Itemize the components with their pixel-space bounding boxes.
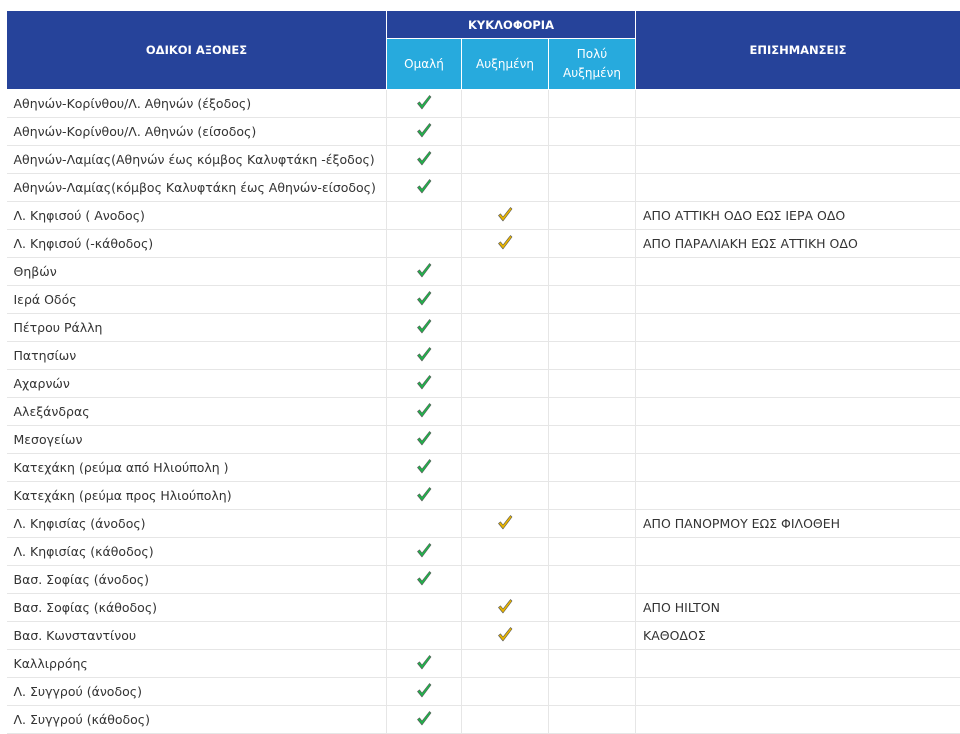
normal-status-cell (387, 650, 462, 678)
checkmark-icon (416, 458, 432, 474)
normal-status-cell (387, 426, 462, 454)
road-name-cell: Αλεξάνδρας (7, 398, 387, 426)
note-cell (636, 342, 960, 370)
note-cell (636, 454, 960, 482)
table-row (7, 706, 960, 734)
normal-status-cell (387, 678, 462, 706)
increased-status-cell (462, 510, 549, 538)
increased-status-cell (462, 426, 549, 454)
note-cell: ΑΠΟ ΑΤΤΙΚΗ ΟΔΟ ΕΩΣ ΙΕΡΑ ΟΔΟ (636, 202, 960, 230)
very-increased-status-cell (549, 706, 636, 734)
checkmark-icon (416, 710, 432, 726)
very-increased-status-cell (549, 454, 636, 482)
road-name-cell: Βασ. Σοφίας (άνοδος) (7, 566, 387, 594)
note-cell (636, 146, 960, 174)
very-increased-column-header: Πολύ Αυξημένη (549, 39, 636, 90)
increased-status-cell (462, 398, 549, 426)
checkmark-icon (416, 262, 432, 278)
table-row (7, 314, 960, 342)
checkmark-icon (416, 570, 432, 586)
checkmark-icon (497, 514, 513, 530)
note-cell (636, 314, 960, 342)
normal-status-cell (387, 398, 462, 426)
road-name-cell: Αθηνών-Λαμίας(Αθηνών έως κόμβος Καλυφτάκη -έξοδος) (7, 146, 387, 174)
road-name-cell: Λ. Κηφισού ( Ανοδος) (7, 202, 387, 230)
normal-status-cell (387, 622, 462, 650)
very-increased-status-cell (549, 314, 636, 342)
note-cell (636, 678, 960, 706)
increased-status-cell (462, 538, 549, 566)
checkmark-icon (416, 654, 432, 670)
very-increased-status-cell (549, 594, 636, 622)
normal-status-cell (387, 118, 462, 146)
table-row (7, 118, 960, 146)
very-increased-status-cell (549, 650, 636, 678)
increased-status-cell (462, 90, 549, 118)
very-increased-status-cell (549, 370, 636, 398)
normal-status-cell (387, 286, 462, 314)
note-cell (636, 90, 960, 118)
normal-status-cell (387, 90, 462, 118)
road-name-cell: Μεσογείων (7, 426, 387, 454)
increased-status-cell (462, 314, 549, 342)
table-row (7, 650, 960, 678)
note-cell (636, 482, 960, 510)
very-increased-status-cell (549, 202, 636, 230)
very-increased-status-cell (549, 426, 636, 454)
table-row (7, 230, 960, 258)
road-name-cell: Ιερά Οδός (7, 286, 387, 314)
table-row (7, 622, 960, 650)
note-cell (636, 426, 960, 454)
traffic-table-container (6, 10, 960, 734)
normal-status-cell (387, 230, 462, 258)
very-increased-status-cell (549, 174, 636, 202)
normal-status-cell (387, 538, 462, 566)
road-name-cell: Αθηνών-Κορίνθου/Λ. Αθηνών (είσοδος) (7, 118, 387, 146)
increased-status-cell (462, 454, 549, 482)
increased-status-cell (462, 118, 549, 146)
checkmark-icon (416, 178, 432, 194)
table-row (7, 594, 960, 622)
checkmark-icon (416, 682, 432, 698)
note-cell: ΑΠΟ ΠΑΡΑΛΙΑΚΗ ΕΩΣ ΑΤΤΙΚΗ ΟΔΟ (636, 230, 960, 258)
increased-status-cell (462, 482, 549, 510)
very-increased-status-cell (549, 230, 636, 258)
table-row (7, 454, 960, 482)
traffic-column-header: ΚΥΚΛΟΦΟΡΙΑ (387, 11, 636, 39)
road-name-cell: Καλλιρρόης (7, 650, 387, 678)
checkmark-icon (416, 318, 432, 334)
note-cell (636, 650, 960, 678)
road-name-cell: Πατησίων (7, 342, 387, 370)
note-cell (636, 174, 960, 202)
table-body (7, 90, 960, 734)
normal-status-cell (387, 370, 462, 398)
increased-status-cell (462, 678, 549, 706)
table-header (7, 11, 960, 90)
increased-status-cell (462, 230, 549, 258)
table-row (7, 426, 960, 454)
checkmark-icon (416, 122, 432, 138)
normal-status-cell (387, 342, 462, 370)
increased-status-cell (462, 370, 549, 398)
increased-status-cell (462, 622, 549, 650)
roads-column-header: ΟΔΙΚΟΙ ΑΞΟΝΕΣ (7, 11, 387, 90)
increased-status-cell (462, 594, 549, 622)
note-cell: ΑΠΟ ΠΑΝΟΡΜΟΥ ΕΩΣ ΦΙΛΟΘΕΗ (636, 510, 960, 538)
normal-status-cell (387, 482, 462, 510)
very-increased-status-cell (549, 286, 636, 314)
very-increased-status-cell (549, 538, 636, 566)
table-row (7, 482, 960, 510)
checkmark-icon (416, 542, 432, 558)
checkmark-icon (416, 486, 432, 502)
very-increased-status-cell (549, 90, 636, 118)
table-row (7, 258, 960, 286)
increased-status-cell (462, 174, 549, 202)
normal-status-cell (387, 454, 462, 482)
road-name-cell: Πέτρου Ράλλη (7, 314, 387, 342)
table-row (7, 566, 960, 594)
increased-status-cell (462, 202, 549, 230)
checkmark-icon (416, 402, 432, 418)
road-name-cell: Αθηνών-Κορίνθου/Λ. Αθηνών (έξοδος) (7, 90, 387, 118)
very-increased-status-cell (549, 482, 636, 510)
road-name-cell: Λ. Κηφισίας (άνοδος) (7, 510, 387, 538)
increased-status-cell (462, 706, 549, 734)
increased-status-cell (462, 286, 549, 314)
traffic-table (6, 10, 960, 734)
normal-status-cell (387, 202, 462, 230)
note-cell (636, 286, 960, 314)
normal-status-cell (387, 510, 462, 538)
road-name-cell: Αχαρνών (7, 370, 387, 398)
note-cell (636, 706, 960, 734)
increased-status-cell (462, 566, 549, 594)
note-cell (636, 258, 960, 286)
normal-status-cell (387, 594, 462, 622)
very-increased-status-cell (549, 342, 636, 370)
road-name-cell: Κατεχάκη (ρεύμα προς Ηλιούπολη) (7, 482, 387, 510)
note-cell: ΑΠΟ HILTON (636, 594, 960, 622)
increased-status-cell (462, 258, 549, 286)
road-name-cell: Αθηνών-Λαμίας(κόμβος Καλυφτάκη έως Αθηνών-είσοδος) (7, 174, 387, 202)
checkmark-icon (416, 94, 432, 110)
checkmark-icon (497, 626, 513, 642)
table-row (7, 538, 960, 566)
note-cell (636, 398, 960, 426)
checkmark-icon (497, 206, 513, 222)
table-row (7, 398, 960, 426)
very-increased-status-cell (549, 622, 636, 650)
normal-status-cell (387, 566, 462, 594)
increased-status-cell (462, 342, 549, 370)
table-row (7, 370, 960, 398)
very-increased-status-cell (549, 398, 636, 426)
note-cell (636, 566, 960, 594)
very-increased-status-cell (549, 146, 636, 174)
increased-column-header: Αυξημένη (462, 39, 549, 90)
road-name-cell: Βασ. Σοφίας (κάθοδος) (7, 594, 387, 622)
table-row (7, 678, 960, 706)
road-name-cell: Βασ. Κωνσταντίνου (7, 622, 387, 650)
normal-status-cell (387, 706, 462, 734)
checkmark-icon (416, 290, 432, 306)
very-increased-status-cell (549, 678, 636, 706)
table-row (7, 90, 960, 118)
note-cell (636, 118, 960, 146)
road-name-cell: Λ. Συγγρού (άνοδος) (7, 678, 387, 706)
normal-status-cell (387, 258, 462, 286)
very-increased-status-cell (549, 118, 636, 146)
checkmark-icon (416, 346, 432, 362)
very-increased-status-cell (549, 258, 636, 286)
checkmark-icon (497, 234, 513, 250)
normal-column-header: Ομαλή (387, 39, 462, 90)
increased-status-cell (462, 146, 549, 174)
checkmark-icon (416, 150, 432, 166)
checkmark-icon (416, 430, 432, 446)
table-row (7, 510, 960, 538)
table-row (7, 174, 960, 202)
increased-status-cell (462, 650, 549, 678)
notes-column-header: ΕΠΙΣΗΜΑΝΣΕΙΣ (636, 11, 960, 90)
table-row (7, 146, 960, 174)
very-increased-status-cell (549, 510, 636, 538)
table-row (7, 342, 960, 370)
note-cell (636, 370, 960, 398)
note-cell (636, 538, 960, 566)
road-name-cell: Λ. Κηφισίας (κάθοδος) (7, 538, 387, 566)
checkmark-icon (497, 598, 513, 614)
road-name-cell: Λ. Συγγρού (κάθοδος) (7, 706, 387, 734)
road-name-cell: Κατεχάκη (ρεύμα από Ηλιούπολη ) (7, 454, 387, 482)
road-name-cell: Θηβών (7, 258, 387, 286)
very-increased-status-cell (549, 566, 636, 594)
normal-status-cell (387, 146, 462, 174)
normal-status-cell (387, 174, 462, 202)
table-row (7, 202, 960, 230)
table-row (7, 286, 960, 314)
normal-status-cell (387, 314, 462, 342)
checkmark-icon (416, 374, 432, 390)
note-cell: ΚΑΘΟΔΟΣ (636, 622, 960, 650)
road-name-cell: Λ. Κηφισού (-κάθοδος) (7, 230, 387, 258)
